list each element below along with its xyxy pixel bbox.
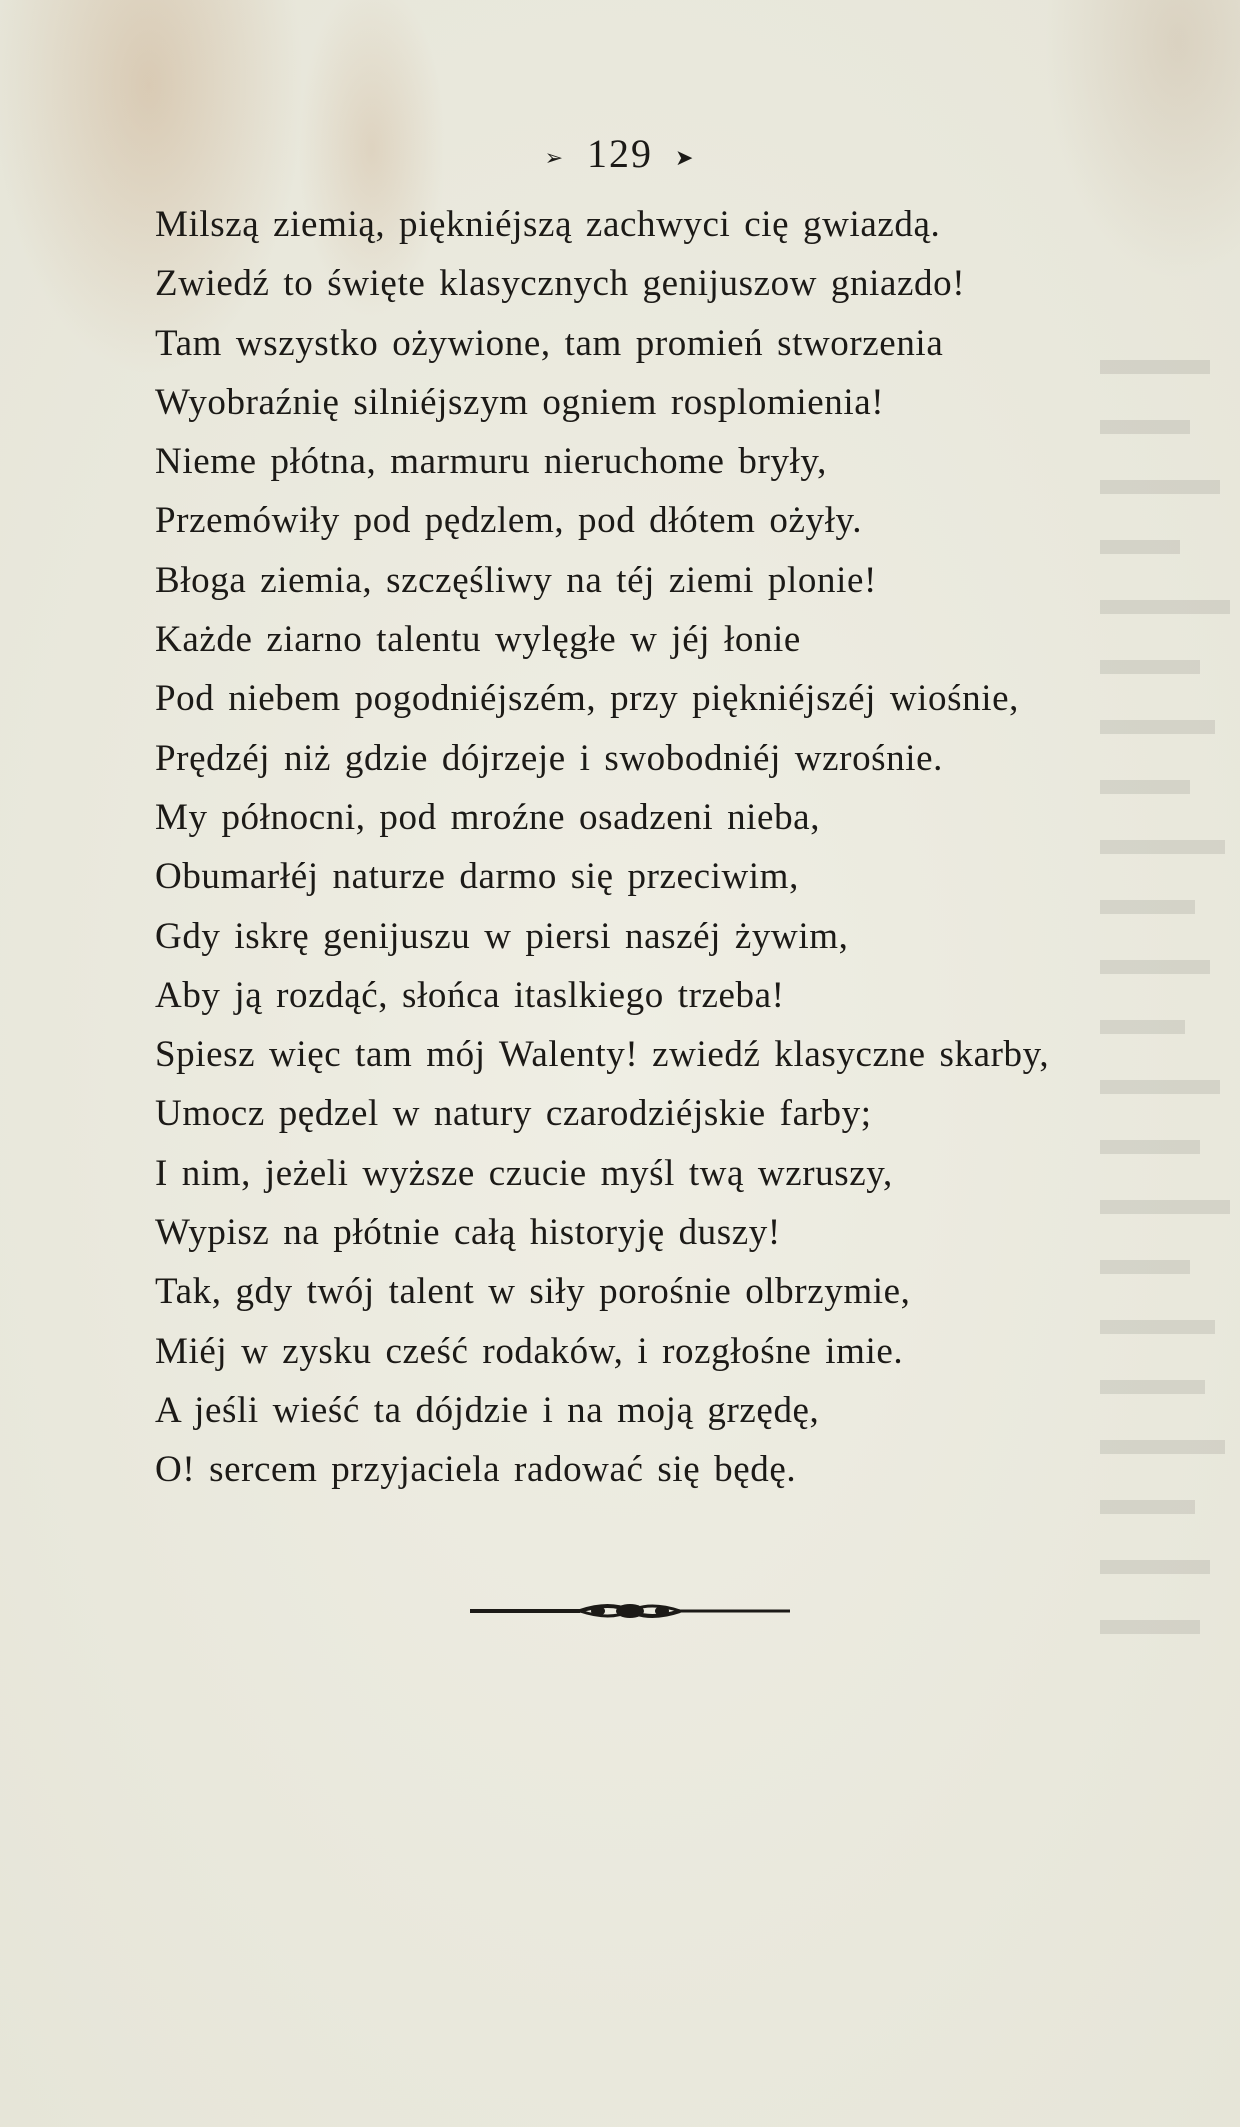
poem-text — [155, 195, 1155, 1500]
verse-line: Aby ją rozdąć, słońca itaslkiego trzeba! — [155, 974, 785, 1016]
verse-line: O! sercem przyjaciela radować się będę. — [155, 1449, 797, 1491]
verse-line: Wypisz na płótnie całą historyję duszy! — [155, 1212, 781, 1254]
verse-line: Pod niebem pogodniéjszém, przy piękniéjszéj wiośnie, — [155, 678, 1019, 720]
verse-line: Tam wszystko ożywione, tam promień stworzenia — [155, 322, 944, 364]
verse-line: Wyobraźnię silniéjszym ogniem rosplomienia! — [155, 381, 885, 423]
verse-line: I nim, jeżeli wyższe czucie myśl twą wzruszy, — [155, 1152, 893, 1194]
verse-line: Gdy iskrę genijuszu w piersi naszéj żywim, — [155, 915, 849, 957]
right-ornament-icon: ➤ — [675, 144, 696, 170]
verse-line: Milszą ziemią, piękniéjszą zachwyci cię gwiazdą. — [155, 204, 941, 245]
verse-line: Umocz pędzel w natury czarodziéjskie farby; — [155, 1093, 872, 1135]
verse-line: Tak, gdy twój talent w siły porośnie olbrzymie, — [155, 1271, 911, 1313]
verse-line: My północni, pod mroźne osadzeni nieba, — [155, 796, 821, 838]
page-header — [0, 130, 1240, 177]
ornamental-rule — [470, 1598, 790, 1624]
verse-line: Każde ziarno talentu wylęgłe w jéj łonie — [155, 619, 801, 661]
page-number: 129 — [587, 131, 653, 176]
verse-line: Błoga ziemia, szczęśliwy na téj ziemi plonie! — [155, 559, 877, 601]
verse-line: Nieme płótna, marmuru nieruchome bryły, — [155, 441, 827, 483]
verse-line: A jeśli wieść ta dójdzie i na moją grzędę, — [155, 1389, 820, 1431]
verse-line: Zwiedź to święte klasycznych genijuszow gniazdo! — [155, 263, 966, 305]
left-ornament-icon: ➢ — [544, 144, 565, 170]
verse-line: Przemówiły pod pędzlem, pod dłótem ożyły. — [155, 500, 863, 542]
verse-line: Miéj w zysku cześć rodaków, i rozgłośne imie. — [155, 1330, 904, 1372]
verse-line: Spiesz więc tam mój Walenty! zwiedź klasyczne skarby, — [155, 1034, 1050, 1076]
verse-line: Obumarłéj naturze darmo się przeciwim, — [155, 856, 799, 898]
verse-line: Prędzéj niż gdzie dójrzeje i swobodniéj wzrośnie. — [155, 737, 944, 779]
